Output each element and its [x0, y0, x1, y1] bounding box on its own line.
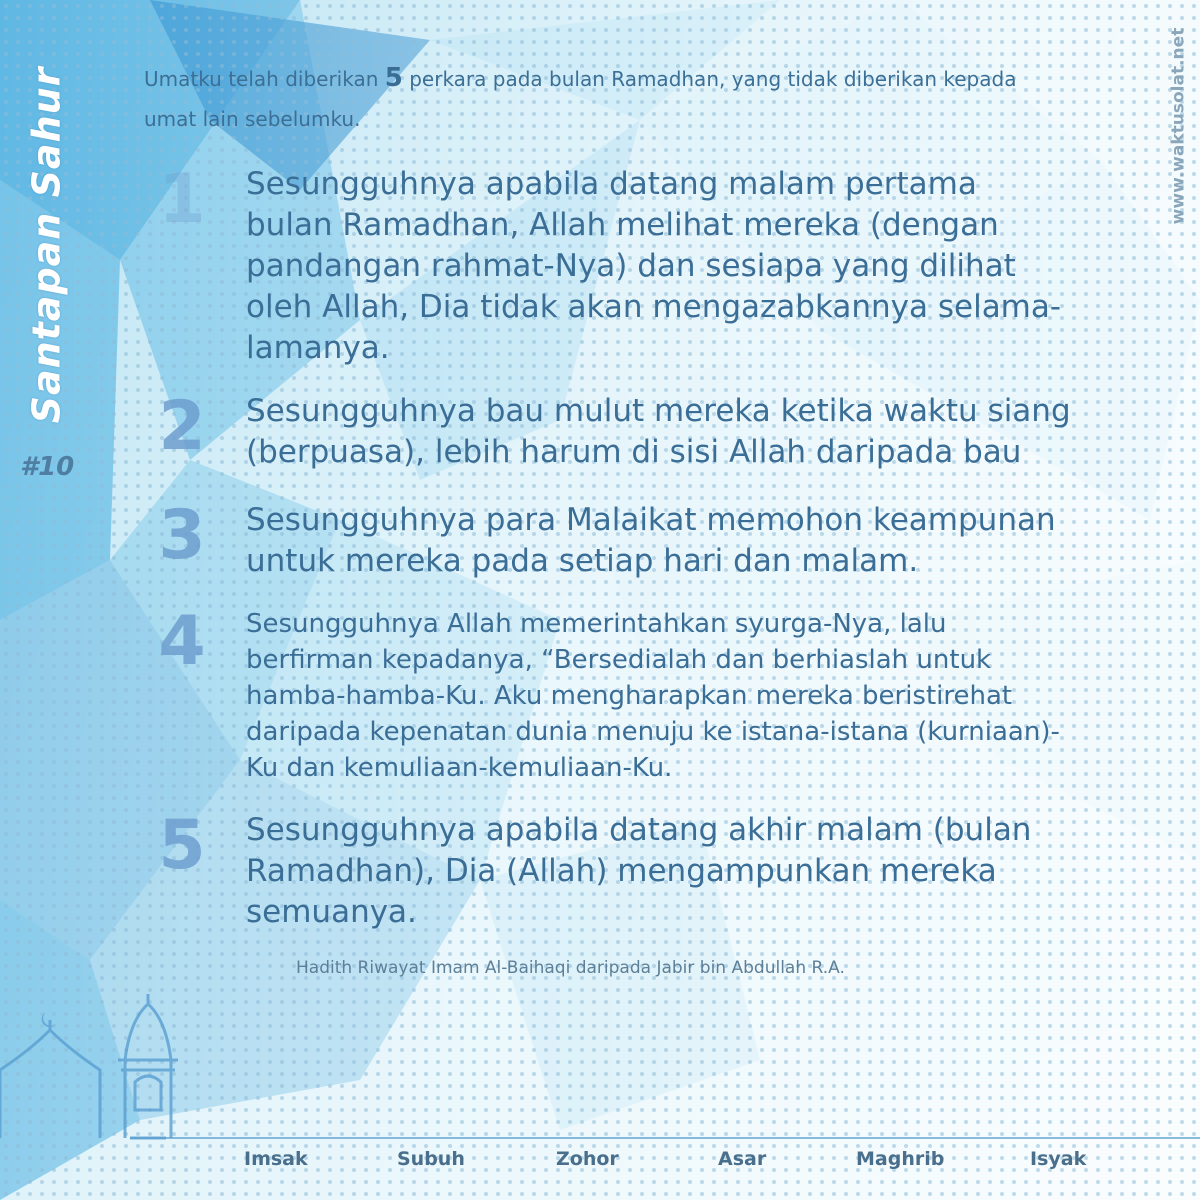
item-text: Sesungguhnya bau mulut mereka ketika waktu siang (berpuasa), lebih harum di sisi Allah daripada bau [246, 393, 1071, 470]
item-text: Sesungguhnya apabila datang malam pertama bulan Ramadhan, Allah melihat mereka (dengan pandangan rahmat-Nya) dan sesiapa yang dilihat oleh Allah, Dia tidak akan mengazabkannya selama-lamanya. [246, 166, 1062, 366]
intro-after: perkara pada bulan Ramadhan, yang tidak diberikan kepada umat lain sebelumku. [144, 67, 1017, 131]
prayer-subuh: Subuh [397, 1148, 465, 1170]
episode-number: #10 [20, 452, 75, 482]
list-item [152, 160, 1072, 369]
item-number: 2 [158, 387, 206, 466]
prayer-asar: Asar [718, 1148, 767, 1170]
side-title [16, 60, 76, 430]
list-item [152, 602, 1072, 786]
item-text: Sesungguhnya apabila datang akhir malam (bulan Ramadhan), Dia (Allah) mengampunkan mereka semuanya. [246, 812, 1032, 930]
list-item [152, 387, 1072, 473]
item-number: 4 [158, 602, 206, 681]
website-url-text: www.waktusolat.net [1168, 27, 1189, 225]
item-number: 3 [158, 496, 206, 575]
side-title-text: Santapan Sahur [24, 66, 69, 424]
prayer-times-bar [0, 1136, 1200, 1182]
website-url [1160, 6, 1196, 246]
item-text: Sesungguhnya para Malaikat memohon keampunan untuk mereka pada setiap hari dan malam. [246, 502, 1056, 579]
item-text: Sesungguhnya Allah memerintahkan syurga-Nya, lalu berfirman kepadanya, “Bersedialah dan berhiaslah untuk hamba-hamba-Ku. Aku mengharapkan mereka beristirehat daripada kepenatan dunia menuju ke istana-istana (kurniaan)-Ku dan kemuliaan-kemuliaan-Ku. [246, 609, 1060, 783]
list-item [152, 806, 1072, 933]
intro-text [144, 58, 1064, 139]
prayer-maghrib: Maghrib [856, 1148, 945, 1170]
list-item [152, 496, 1072, 582]
prayer-isyak: Isyak [1030, 1148, 1087, 1170]
intro-before: Umatku telah diberikan [144, 67, 385, 91]
hadith-source: Hadith Riwayat Imam Al-Baihaqi daripada Jabir bin Abdullah R.A. [296, 958, 845, 978]
item-number: 1 [158, 160, 206, 239]
item-number: 5 [158, 806, 206, 885]
prayer-imsak: Imsak [244, 1148, 308, 1170]
intro-count: 5 [384, 63, 403, 93]
prayer-zohor: Zohor [556, 1148, 619, 1170]
mosque-illustration [0, 990, 200, 1150]
